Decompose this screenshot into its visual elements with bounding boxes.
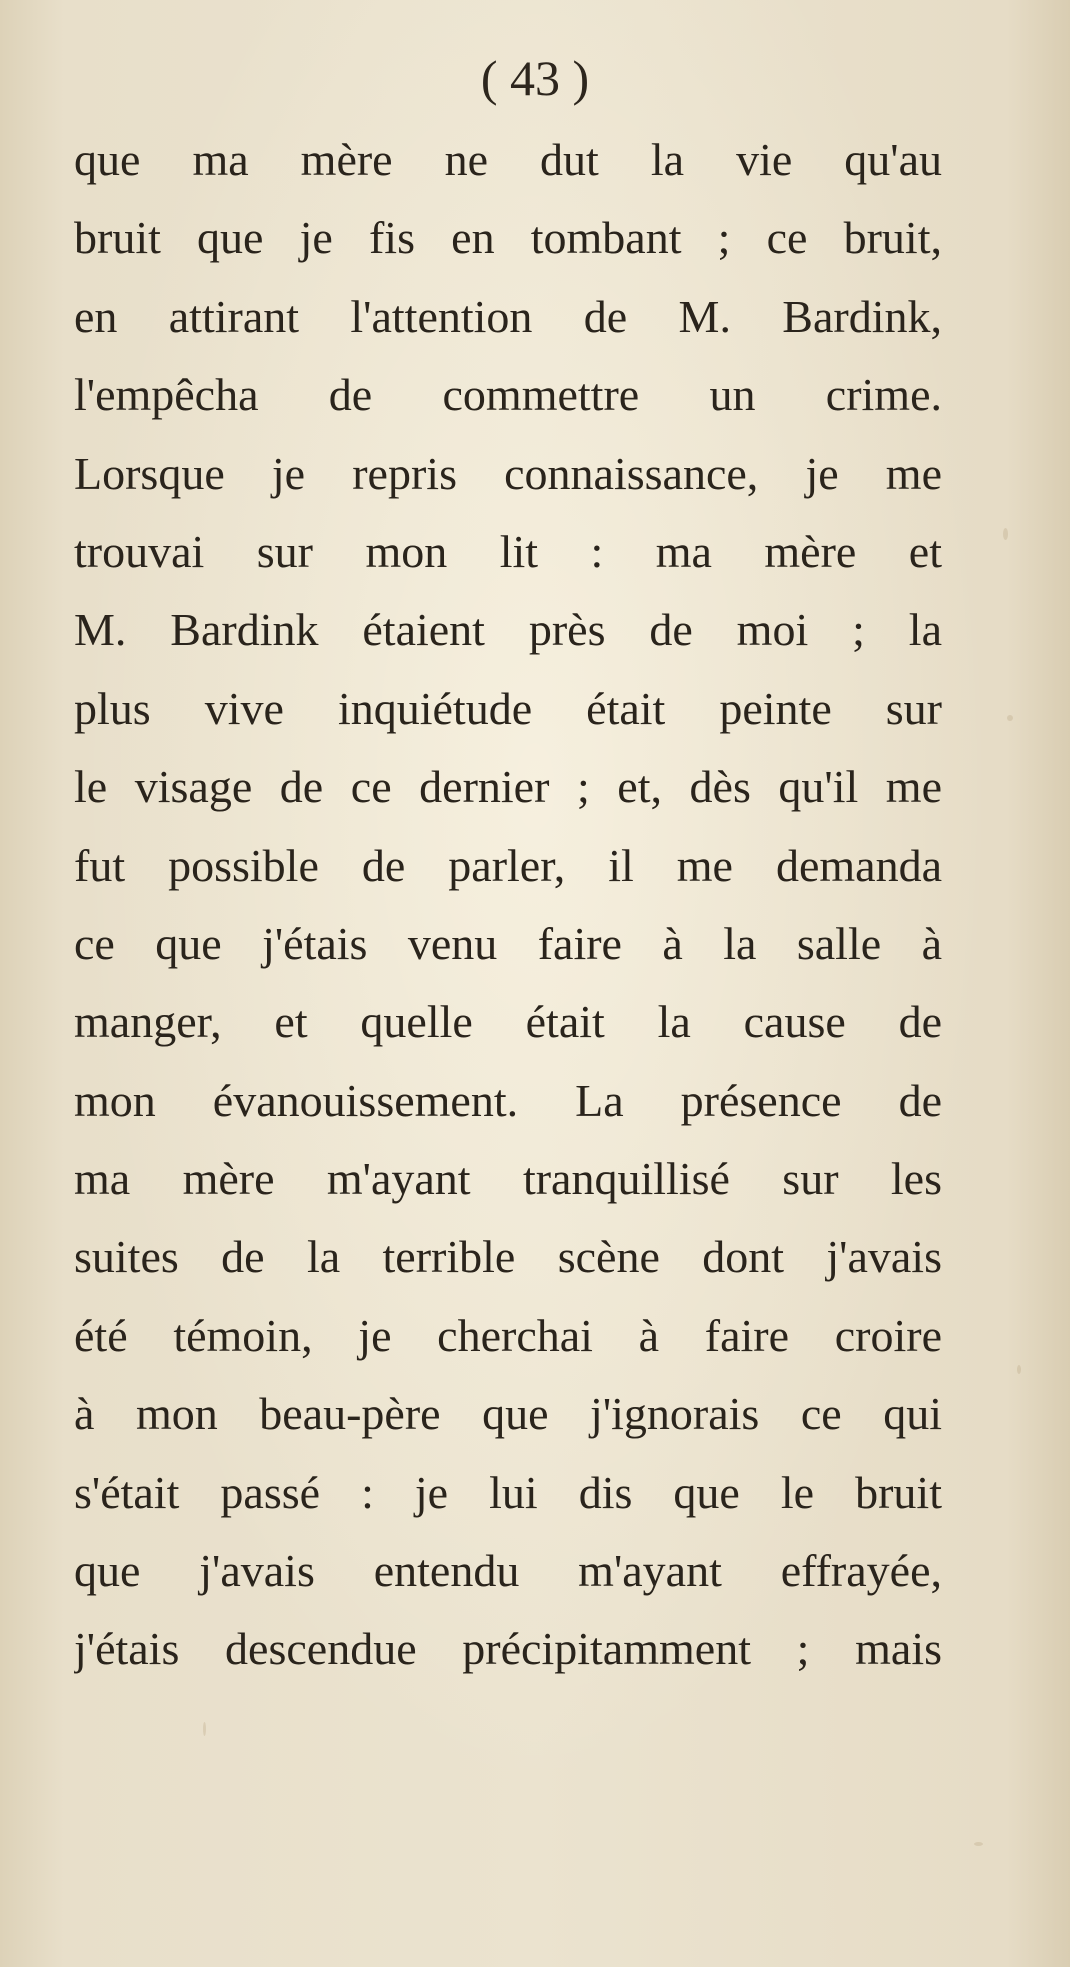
text-line: trouvai sur mon lit : ma mère et — [74, 525, 942, 577]
text-line: manger, et quelle était la cause de — [74, 996, 942, 1048]
text-line: à mon beau-père que j'ignorais ce qui — [74, 1388, 942, 1440]
text-line: M. Bardink étaient près de moi ; la — [74, 604, 942, 656]
text-line: j'étais descendue précipitamment ; mais — [74, 1623, 942, 1675]
paper-spot — [203, 1722, 206, 1736]
text-line: été témoin, je cherchai à faire croire — [74, 1309, 942, 1361]
text-line: en attirant l'attention de M. Bardink, — [74, 290, 942, 342]
text-line: ma mère m'ayant tranquillisé sur les — [74, 1153, 942, 1205]
text-line: que ma mère ne dut la vie qu'au — [74, 134, 942, 185]
text-line: que j'avais entendu m'ayant effrayée, — [74, 1545, 942, 1597]
text-line: fut possible de parler, il me demanda — [74, 839, 942, 891]
paper-spot — [1003, 528, 1008, 540]
paper-spot — [1017, 1365, 1021, 1374]
page-number: ( 43 ) — [480, 50, 590, 106]
paper-spot — [974, 1842, 983, 1846]
text-line: suites de la terrible scène dont j'avais — [74, 1231, 942, 1283]
text-line: l'empêcha de commettre un crime. — [74, 369, 942, 421]
paper-spot — [1007, 715, 1013, 721]
text-line: ce que j'étais venu faire à la salle à — [74, 917, 942, 969]
text-line: bruit que je fis en tombant ; ce bruit, — [74, 212, 942, 264]
body-text — [74, 121, 942, 1689]
text-line: mon évanouissement. La présence de — [74, 1074, 942, 1126]
text-line: s'était passé : je lui dis que le bruit — [74, 1466, 942, 1518]
text-line: le visage de ce dernier ; et, dès qu'il me — [74, 761, 942, 813]
text-line: plus vive inquiétude était peinte sur — [74, 682, 942, 734]
text-line: Lorsque je repris connaissance, je me — [74, 447, 942, 499]
